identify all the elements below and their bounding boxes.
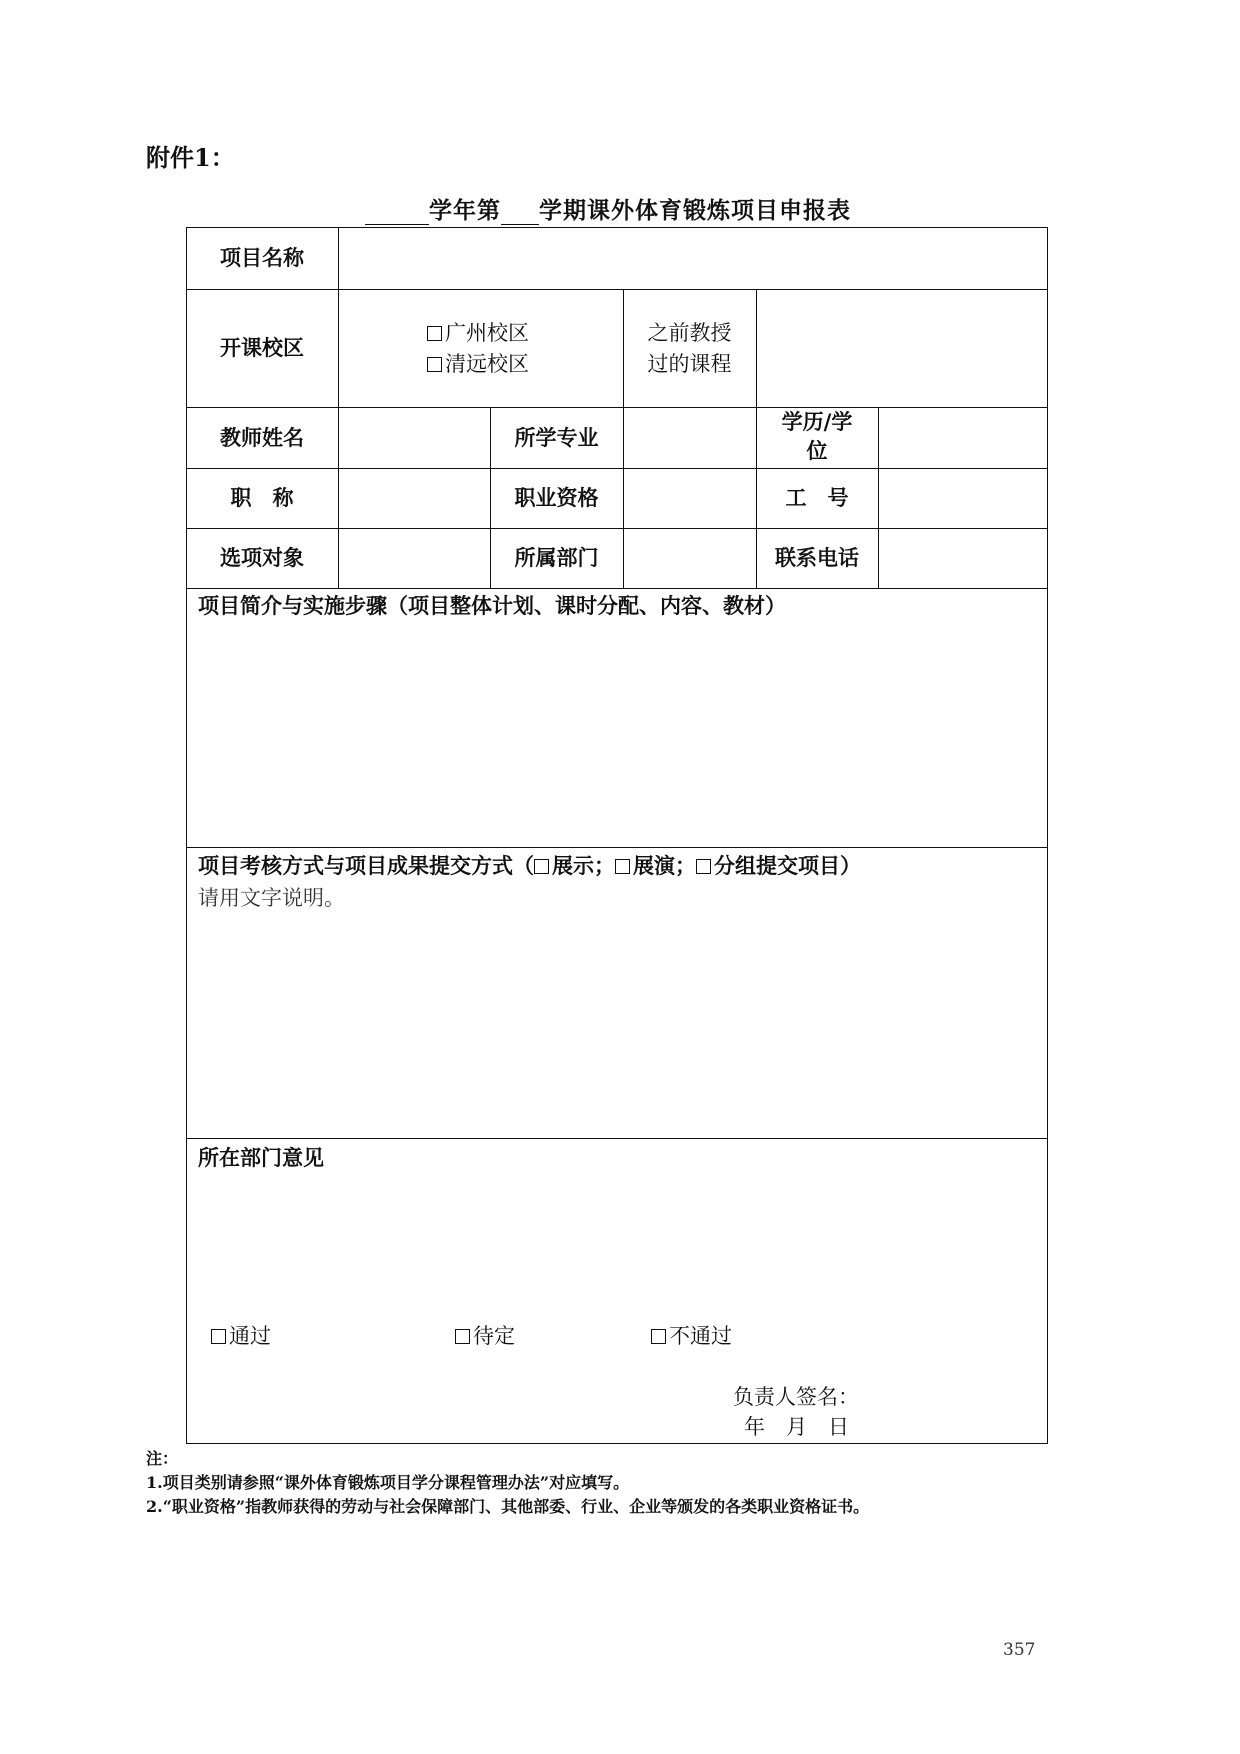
prev-courses-label-1: 之前教授 [647,321,732,345]
campus-label: 开课校区 [220,335,304,360]
intro-field[interactable] [188,625,1046,845]
decision-reject[interactable]: 不通过 [651,1321,732,1351]
note-item-2: 2.“职业资格”指教师获得的劳动与社会保障部门、其他部委、行业、企业等颁发的各类职业资格证书。 [146,1497,870,1516]
major-label: 所学专业 [514,425,599,450]
degree-label-1: 学历/学 [781,409,853,434]
checkbox-icon[interactable] [427,326,442,341]
title-part1: 学年第 [429,197,501,224]
prev-courses-label-2: 过的课程 [647,352,732,376]
form-title [365,192,851,225]
campus-option-qingyuan[interactable]: 清远校区 [427,349,529,379]
teacher-name-label: 教师姓名 [220,425,304,450]
notes-heading: 注： [146,1449,179,1468]
degree-field[interactable] [880,409,1046,466]
campus-option-guangzhou[interactable]: 广州校区 [427,318,529,348]
checkbox-icon[interactable] [427,357,442,372]
target-label: 选项对象 [220,545,304,570]
dept-opinion-label: 所在部门意见 [198,1145,324,1170]
assessment-label: 项目考核方式与项目成果提交方式（ 展示； 展演； 分组提交项目） [198,853,861,878]
qualification-label: 职业资格 [514,485,599,510]
staff-no-label: 工 号 [785,485,849,510]
page-number: 357 [1003,1640,1036,1660]
qualification-field[interactable] [625,470,754,526]
project-name-label: 项目名称 [220,245,304,270]
degree-label-2: 位 [806,438,828,463]
teacher-name-field[interactable] [340,409,488,466]
attachment-label: 附件1： [146,143,235,172]
major-field[interactable] [625,409,754,466]
decision-approve[interactable]: 通过 [211,1321,271,1351]
prev-courses-field[interactable] [758,291,1046,405]
target-field[interactable] [340,530,488,586]
checkbox-icon[interactable] [534,859,549,874]
note-item-1: 1.项目类别请参照“课外体育锻炼项目学分课程管理办法”对应填写。 [146,1473,630,1492]
department-field[interactable] [625,530,754,586]
phone-label: 联系电话 [775,545,859,570]
date-label: 年 月 日 [744,1415,849,1439]
year-blank[interactable] [365,200,429,225]
job-title-field[interactable] [340,470,488,526]
title-part2: 学期课外体育锻炼项目申报表 [539,197,851,224]
semester-blank[interactable] [501,200,539,225]
assessment-field[interactable] [188,915,1046,1135]
assessment-hint: 请用文字说明。 [198,886,345,910]
checkbox-icon[interactable] [651,1329,666,1344]
staff-no-field[interactable] [880,470,1046,526]
checkbox-icon[interactable] [696,859,711,874]
department-label: 所属部门 [514,545,599,570]
decision-pending[interactable]: 待定 [455,1321,515,1351]
checkbox-icon[interactable] [615,859,630,874]
phone-field[interactable] [880,530,1046,586]
project-name-field[interactable] [340,229,1046,287]
intro-label: 项目简介与实施步骤（项目整体计划、课时分配、内容、教材） [198,593,786,618]
signature-label: 负责人签名： [733,1385,859,1409]
job-title-label: 职 称 [230,485,294,510]
checkbox-icon[interactable] [455,1329,470,1344]
checkbox-icon[interactable] [211,1329,226,1344]
